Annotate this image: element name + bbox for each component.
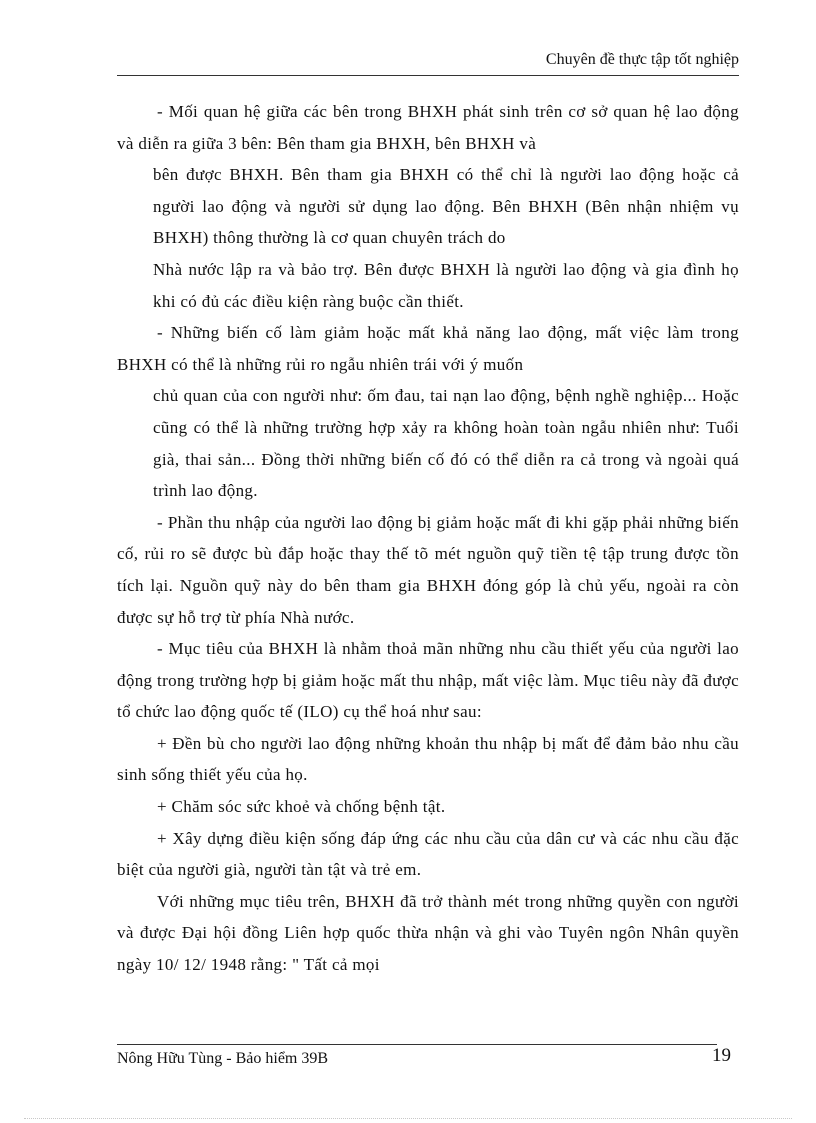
page-header [117,50,739,76]
paragraph-5 [117,886,739,981]
paragraph-1-continued [117,254,739,317]
paragraph-text: - Phần thu nhập của người lao động bị giảm hoặc mất đi khi gặp phải những biến cố, rủi ro sẽ được bù đắp hoặc thay thế tõ mét nguồn quỹ tiền tệ tập trung được tồn tích lại. Nguồn quỹ này do bên tham gia BHXH đóng góp là chủ yếu, ngoài ra còn được sự hỗ trợ từ phía Nhà nước. [117,512,739,627]
paragraph-text: Với những mục tiêu trên, BHXH đã trở thành mét trong những quyền con người và được Đại hội đồng Liên hợp quốc thừa nhận và ghi vào Tuyên ngôn Nhân quyền ngày 10/ 12/ 1948 rằng: " Tất cả mọi [117,891,739,975]
bullet-item-2 [117,791,739,823]
paragraph-text: - Mối quan hệ giữa các bên trong BHXH phát sinh trên cơ sở quan hệ lao động và diễn ra giữa 3 bên: Bên tham gia BHXH, bên BHXH và [117,102,739,153]
paragraph-text: - Mục tiêu của BHXH là nhằm thoả mãn những nhu cầu thiết yếu của người lao động trong trường hợp bị giảm hoặc mất thu nhập, mất việc làm. Mục tiêu này đã được tổ chức lao động quốc tế (ILO) cụ thể hoá như sau: [117,639,739,722]
header-title: Chuyên đề thực tập tốt nghiệp [545,51,739,68]
footer-author: Nông Hữu Tùng - Bảo hiểm 39B [117,1050,329,1067]
paragraph-text: chủ quan của con người như: ốm đau, tai nạn lao động, bệnh nghề nghiệp... Hoặc cũng có thể là những trường hợp xảy ra không hoàn toàn ngẫu nhiên như: Tuổi già, thai sản... Đồng thời những biến cố đó có thể diễn ra cả trong và ngoài quá trình lao động. [153,386,739,501]
body-text [117,96,739,981]
bullet-item-3 [117,823,739,886]
paragraph-text: + Chăm sóc sức khoẻ và chống bệnh tật. [157,797,446,817]
page-number: 19 [712,1045,731,1066]
footer-divider [117,1044,717,1045]
paragraph-3 [117,507,739,633]
paragraph-2 [117,317,739,380]
paragraph-text: - Những biến cố làm giảm hoặc mất khả năng lao động, mất việc làm trong BHXH có thể là những rủi ro ngẫu nhiên trái với ý muốn [117,323,739,374]
paragraph-1 [117,96,739,159]
paragraph-text: bên được BHXH. Bên tham gia BHXH có thể chỉ là người lao động hoặc cả người lao động và người sử dụng lao động. Bên BHXH (Bên nhận nhiệm vụ BHXH) thông thường là cơ quan chuyên trách do [153,165,739,248]
paragraph-text: Nhà nước lập ra và bảo trợ. Bên được BHXH là người lao động và gia đình họ khi có đủ các điều kiện ràng buộc cần thiết. [153,259,739,311]
paragraph-text: + Xây dựng điều kiện sống đáp ứng các nhu cầu của dân cư và các nhu cầu đặc biệt của người già, người tàn tật và trẻ em. [117,828,739,880]
page-edge-divider [24,1118,792,1119]
paragraph-text: + Đền bù cho người lao động những khoản thu nhập bị mất để đảm bảo nhu cầu sinh sống thiết yếu của họ. [117,733,739,785]
paragraph-2-continued [117,380,739,506]
bullet-item-1 [117,728,739,791]
paragraph-1-continued [117,159,739,254]
paragraph-4 [117,633,739,728]
